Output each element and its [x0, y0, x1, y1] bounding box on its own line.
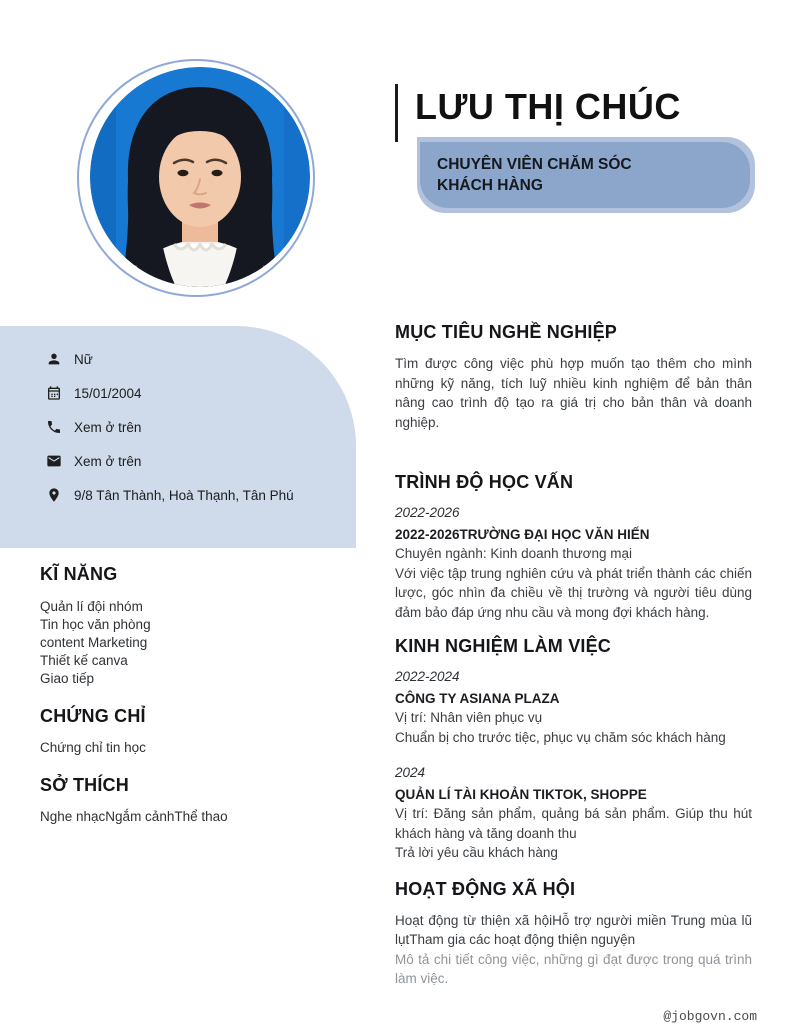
job-description: Trả lời yêu cầu khách hàng: [395, 845, 558, 860]
portrait-illustration: [90, 67, 310, 287]
education-period: 2022-2026: [395, 505, 460, 520]
candidate-name: LƯU THỊ CHÚC: [415, 86, 681, 127]
job-company: QUẢN LÍ TÀI KHOẢN TIKTOK, SHOPPE: [395, 787, 647, 802]
job-period: 2024: [395, 765, 426, 780]
certificates-heading: CHỨNG CHỈ: [40, 706, 146, 726]
hobbies-heading: SỞ THÍCH: [40, 775, 129, 795]
calendar-icon: [46, 385, 62, 401]
contact-list: [0, 326, 356, 507]
objective-body: Tìm được công việc phù hợp muốn tạo thêm cho mình những kỹ năng, tích luỹ nhiều kinh nghiệm để bản thân nâng cao trình độ tạo ra giá trị cho bản thân và doanh nghiệp.: [395, 356, 752, 430]
job-title: CHUYÊN VIÊN CHĂM SÓC KHÁCH HÀNG: [437, 156, 632, 194]
skills-list: [40, 598, 338, 688]
job-role: Vị trí: Nhân viên phục vụ: [395, 710, 543, 725]
certificate-item: Chứng chỉ tin học: [40, 740, 146, 755]
profile-photo: [90, 67, 310, 287]
location-pin-icon: [46, 487, 62, 503]
contact-address: 9/8 Tân Thành, Hoà Thạnh, Tân Phú: [74, 488, 294, 503]
contact-gender: Nữ: [74, 352, 93, 367]
education-school: 2022-2026TRƯỜNG ĐẠI HỌC VĂN HIẾN: [395, 527, 650, 542]
hobbies-item: Nghe nhạcNgắm cảnhThể thao: [40, 809, 228, 824]
objective-heading: MỤC TIÊU NGHỀ NGHIỆP: [395, 322, 618, 342]
contact-birthday: 15/01/2004: [74, 386, 142, 401]
person-icon: [46, 351, 62, 367]
phone-icon: [46, 419, 62, 435]
skill-item: Quản lí đội nhóm: [40, 599, 143, 614]
activities-heading: HOẠT ĐỘNG XÃ HỘI: [395, 878, 576, 899]
contact-email: Xem ở trên: [74, 454, 142, 469]
education-major: Chuyên ngành: Kinh doanh thương mại: [395, 546, 633, 561]
job-role: Vị trí: Đăng sản phẩm, quảng bá sản phẩm. Giúp thu hút khách hàng và tăng doanh thu: [395, 806, 752, 841]
contact-row-gender: [46, 348, 328, 371]
skill-item: content Marketing: [40, 635, 148, 650]
name-accent-bar: [395, 84, 398, 142]
activities-body: Hoạt động từ thiện xã hộiHỗ trợ người miền Trung mùa lũ lụtTham gia các hoạt động thiện nguyện: [395, 912, 752, 947]
sidebar-sections: [40, 564, 338, 826]
job-title-box: [420, 142, 750, 208]
job-period: 2022-2024: [395, 669, 460, 684]
job-company: CÔNG TY ASIANA PLAZA: [395, 691, 560, 706]
contact-phone: Xem ở trên: [74, 420, 142, 435]
skill-item: Giao tiếp: [40, 671, 95, 686]
experience-heading: KINH NGHIỆM LÀM VIỆC: [395, 636, 612, 656]
email-icon: [46, 453, 62, 469]
contact-row-email: [46, 450, 328, 473]
contact-row-address: [46, 484, 328, 507]
education-heading: TRÌNH ĐỘ HỌC VẤN: [395, 472, 574, 492]
contact-row-birthday: [46, 382, 328, 405]
contact-row-phone: [46, 416, 328, 439]
skills-heading: KĨ NĂNG: [40, 564, 118, 584]
activities-note: Mô tả chi tiết công việc, những gì đạt được trong quá trình làm việc.: [395, 951, 752, 986]
main-column: [395, 322, 752, 989]
education-description: Với việc tập trung nghiên cứu và phát triển thành các chiến lược, góc nhìn đa chiều về thị trường và người tiêu dùng đảm bảo đáp ứng nhu cầu và mong đợi khách hàng.: [395, 565, 752, 620]
contact-panel: [0, 326, 356, 548]
skill-item: Thiết kế canva: [40, 653, 128, 668]
skill-item: Tin học văn phòng: [40, 617, 151, 632]
watermark: @jobgovn.com: [663, 1009, 757, 1024]
job-description: Chuẩn bị cho trước tiệc, phục vụ chăm sóc khách hàng: [395, 729, 726, 745]
